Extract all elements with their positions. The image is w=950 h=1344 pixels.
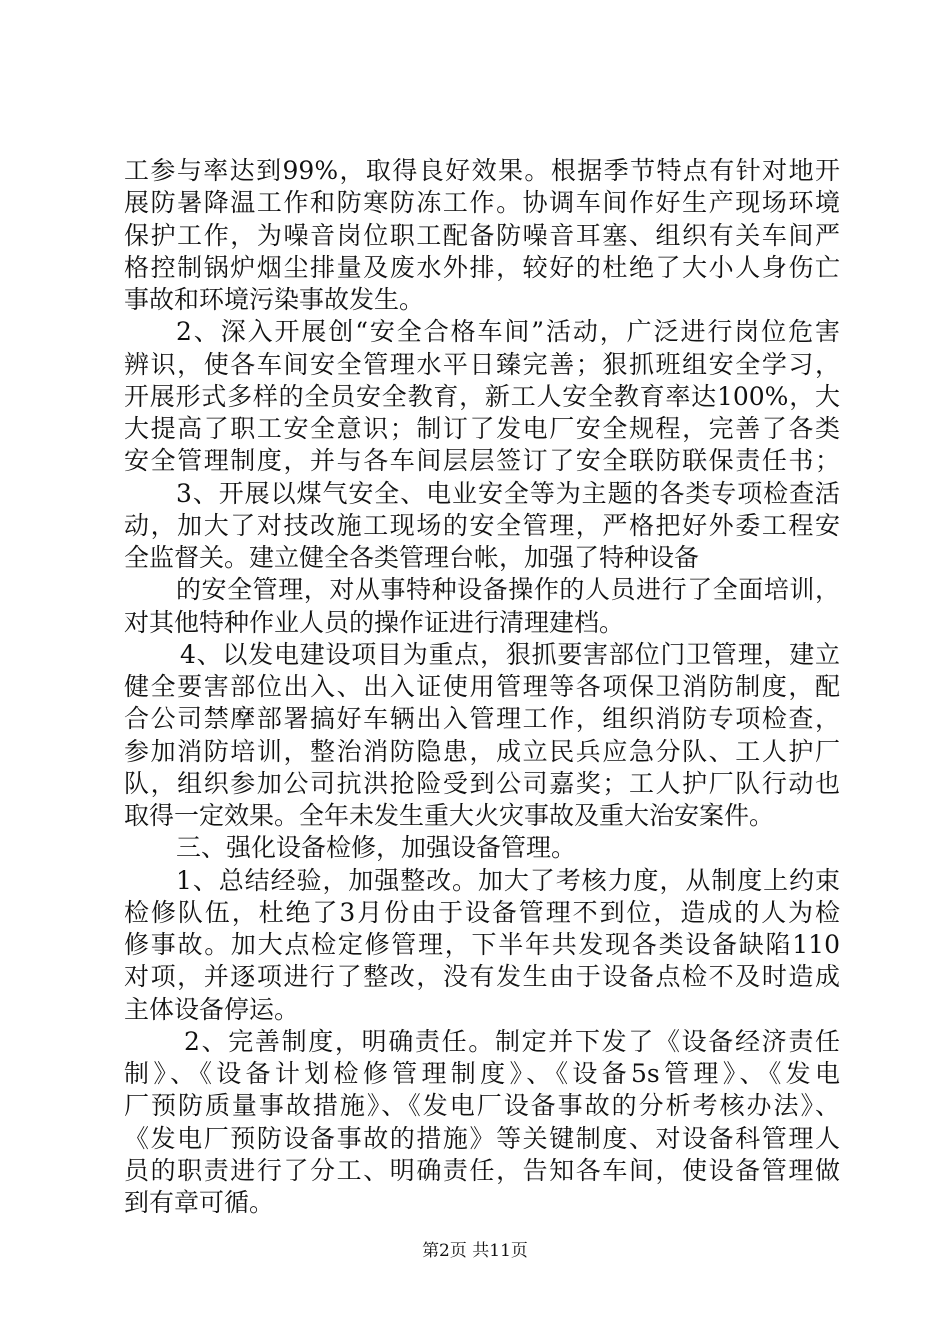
paragraph-first-line: 2、深入开展创“安全合格车间”活动，广泛进行岗位危害 — [176, 317, 840, 347]
text-line: 健全要害部位出入、出入证使用管理等各项保卫消防制度，配 — [124, 672, 840, 701]
text-line: 动，加大了对技改施工现场的安全管理，严格把好外委工程安 — [124, 510, 840, 540]
text-line: 《发电厂预防设备事故的措施》等关键制度、对设备科管理人 — [124, 1123, 840, 1153]
text-line: 大提高了职工安全意识；制订了发电厂安全规程，完善了各类 — [124, 414, 840, 443]
paragraph-first-line: 的安全管理，对从事特种设备操作的人员进行了全面培训， — [176, 575, 840, 605]
text-line: 开展形式多样的全员安全教育，新工人安全教育率达100%，大 — [124, 381, 840, 411]
section-heading: 三、强化设备检修，加强设备管理。 — [176, 833, 577, 863]
text-line: 展防暑降温工作和防寒防冻工作。协调车间作好生产现场环境 — [124, 188, 840, 218]
text-line: 主体设备停运。 — [124, 994, 300, 1024]
text-line: 对其他特种作业人员的操作证进行清理建档。 — [124, 607, 625, 637]
text-line: 参加消防培训，整治消防隐患，成立民兵应急分队、工人护厂 — [124, 736, 840, 766]
text-line: 事故和环境污染事故发生。 — [124, 285, 425, 314]
text-line: 修事故。加大点检定修管理，下半年共发现各类设备缺陷110 — [124, 930, 840, 959]
paragraph-first-line: 4、以发电建设项目为重点，狠抓要害部位门卫管理，建立 — [180, 639, 840, 669]
text-line: 合公司禁摩部署搞好车辆出入管理工作，组织消防专项检查， — [124, 704, 840, 734]
text-line: 检修队伍，杜绝了3月份由于设备管理不到位，造成的人为检 — [124, 897, 840, 927]
text-line: 辨识，使各车间安全管理水平日臻完善；狠抓班组安全学习， — [124, 349, 840, 379]
document-body — [124, 155, 840, 1219]
text-line: 对项，并逐项进行了整改，没有发生由于设备点检不及时造成 — [124, 962, 840, 992]
page-number-footer: 第2页 共11页 — [422, 1241, 528, 1261]
paragraph-first-line: 2、完善制度，明确责任。制定并下发了《设备经济责任 — [184, 1026, 840, 1056]
text-line: 工参与率达到99%，取得良好效果。根据季节特点有针对地开 — [124, 156, 840, 185]
text-line: 全监督关。建立健全各类管理台帐，加强了特种设备 — [124, 543, 700, 572]
paragraph-first-line: 1、总结经验，加强整改。加大了考核力度，从制度上约束 — [176, 865, 840, 895]
text-line: 队，组织参加公司抗洪抢险受到公司嘉奖；工人护厂队行动也 — [124, 768, 840, 798]
text-line: 到有章可循。 — [124, 1188, 275, 1217]
text-line: 取得一定效果。全年未发生重大火灾事故及重大治安案件。 — [124, 801, 775, 830]
text-line: 厂预防质量事故措施》、《发电厂设备事故的分析考核办法》、 — [124, 1091, 840, 1121]
text-line: 员的职责进行了分工、明确责任，告知各车间，使设备管理做 — [124, 1155, 840, 1185]
paragraph-first-line: 3、开展以煤气安全、电业安全等为主题的各类专项检查活 — [176, 478, 840, 508]
text-line: 安全管理制度，并与各车间层层签订了安全联防联保责任书； — [124, 446, 840, 476]
text-line: 制》、《设备计划检修管理制度》、《设备5s管理》、《发电 — [124, 1059, 840, 1088]
text-line: 格控制锅炉烟尘排量及废水外排，较好的杜绝了大小人身伤亡 — [124, 252, 840, 282]
text-line: 保护工作，为噪音岗位职工配备防噪音耳塞、组织有关车间严 — [124, 220, 840, 250]
